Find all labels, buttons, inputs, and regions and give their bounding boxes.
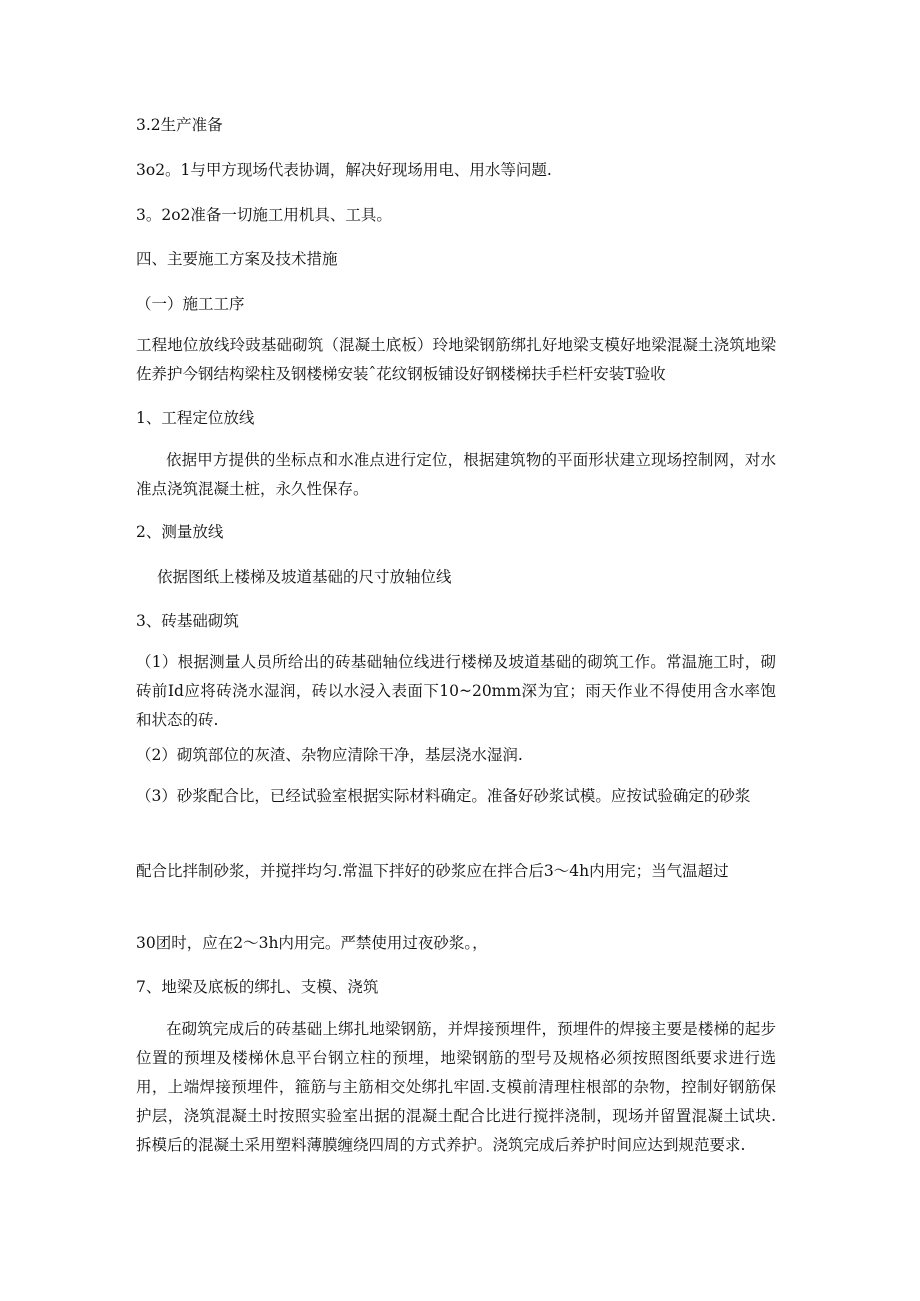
brick-item-1: （1）根据测量人员所给出的砖基础轴位线进行楼梯及坡道基础的砌筑工作。常温施工时，砌砖前Id应将砖浇水湿润，砖以水浸入表面下10~20mm深为宜；雨天作业不得使用含水率饱和状态的砖. bbox=[136, 653, 776, 729]
heading-ground-beam: 7、地梁及底板的绑扎、支模、浇筑 bbox=[136, 978, 379, 996]
section-heading-production-prep: 3.2生产准备 bbox=[136, 116, 223, 134]
heading-brick-foundation: 3、砖基础砌筑 bbox=[136, 612, 239, 630]
section-heading-main-plan: 四、主要施工方案及技术措施 bbox=[136, 250, 338, 268]
brick-item-3-final: 30团时，应在2～3h内用完。严禁使用过夜砂浆。， bbox=[136, 934, 488, 952]
ground-beam-paragraph: 在砌筑完成后的砖基础上绑扎地梁钢筋，并焊接预埋件，预埋件的焊接主要是楼梯的起步位置的预埋及楼梯休息平台钢立柱的预埋，地梁钢筋的型号及规格必须按照图纸要求进行选用，上端焊接预埋件，箍筋与主筋相交处绑扎牢固.支模前清理柱根部的杂物，控制好钢筋保护层，浇筑混凝土时按照实验室出据的混凝土配合比进行搅拌浇制，现场并留置混凝土试块.拆模后的混凝土采用塑料薄膜缠绕四周的方式养护。浇筑完成后养护时间应达到规范要求. bbox=[136, 1020, 776, 1154]
process-flow-paragraph: 工程地位放线玲豉基础砌筑（混凝土底板）玲地梁钢筋绑扎好地梁支模好地梁混凝土浇筑地梁佐养护今钢结构梁柱及钢楼梯安装ˆ花纹钢板铺设好钢楼梯扶手栏杆安装T验收 bbox=[136, 336, 776, 383]
subsection-heading-process: （一）施工工序 bbox=[136, 295, 245, 313]
item-coordination: 3o2。1与甲方现场代表协调，解决好现场用电、用水等问题. bbox=[136, 161, 552, 179]
heading-positioning: 1、工程定位放线 bbox=[136, 409, 255, 427]
positioning-paragraph: 依据甲方提供的坐标点和水准点进行定位，根据建筑物的平面形状建立现场控制网，对水准点浇筑混凝土桩，永久性保存。 bbox=[136, 451, 776, 498]
item-tools: 3。2o2准备一切施工用机具、工具。 bbox=[136, 206, 392, 224]
brick-item-3: （3）砂浆配合比，已经试验室根据实际材料确定。准备好砂浆试模。应按试验确定的砂浆 bbox=[136, 787, 751, 805]
brick-item-3-continued: 配合比拌制砂浆，并搅拌均匀.常温下拌好的砂浆应在拌合后3～4h内用完；当气温超过 bbox=[136, 862, 729, 880]
brick-item-2: （2）砌筑部位的灰渣、杂物应清除干净，基层浇水湿润. bbox=[136, 746, 523, 764]
survey-paragraph: 依据图纸上楼梯及坡道基础的尺寸放轴位线 bbox=[157, 568, 452, 586]
heading-survey: 2、测量放线 bbox=[136, 523, 224, 541]
